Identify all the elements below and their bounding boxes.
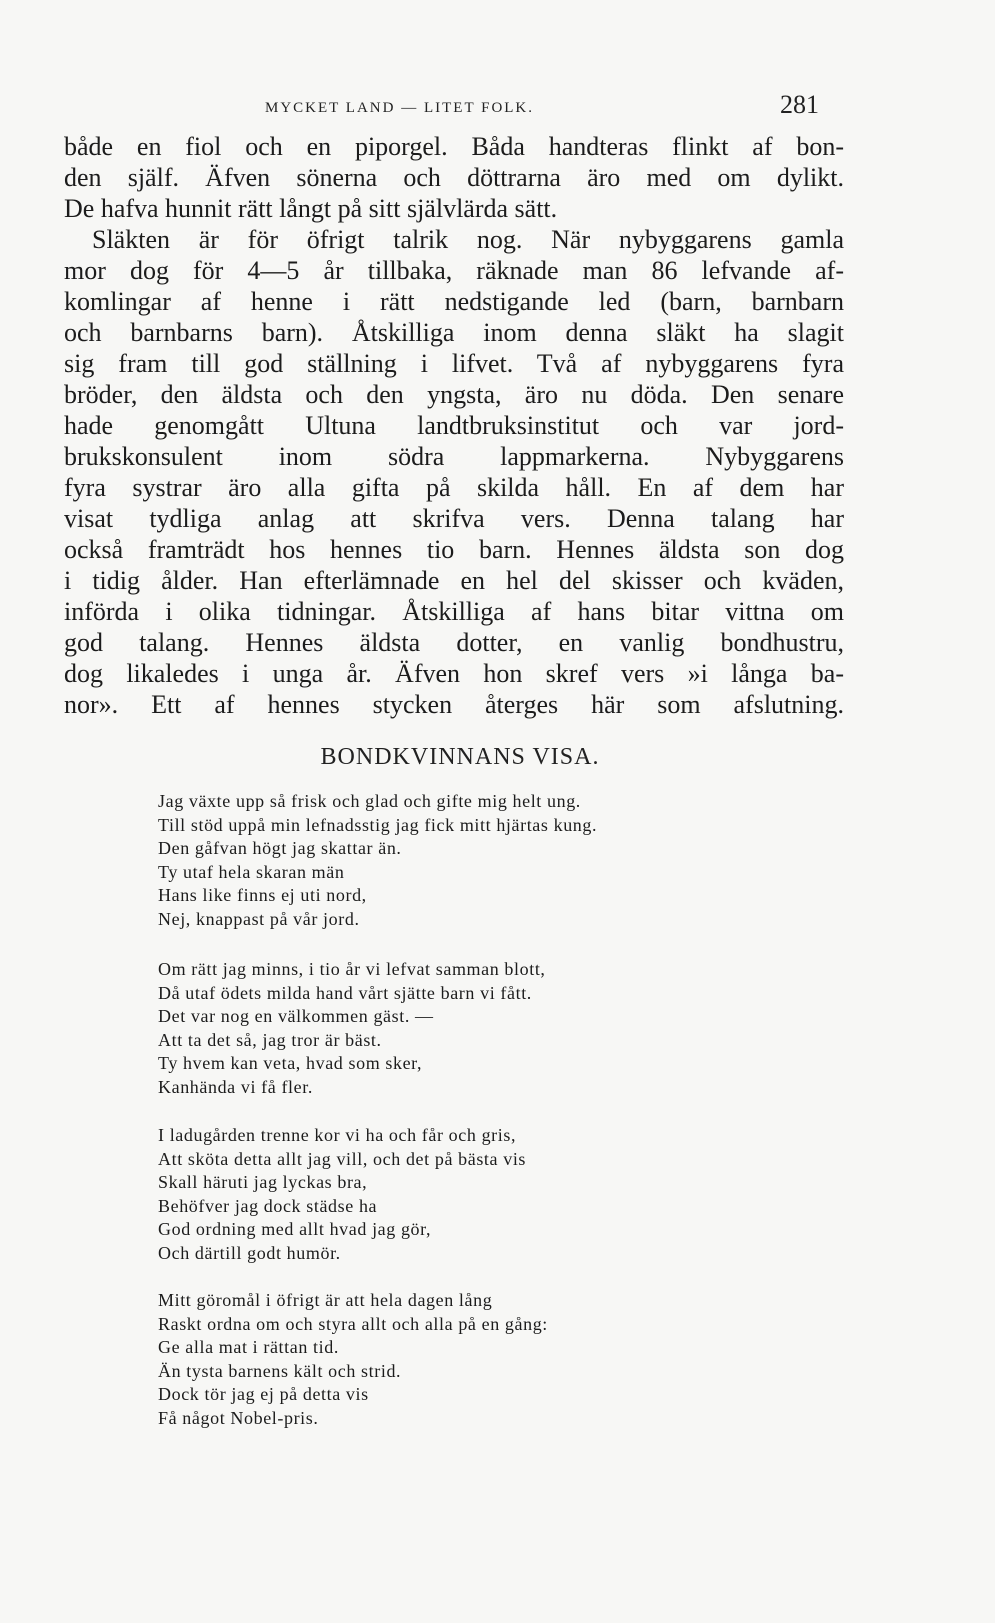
poem-stanza (158, 958, 778, 1099)
prose-line: och barnbarns barn). Åtskilliga inom denna släkt ha slagit (64, 318, 844, 347)
prose-line: Släkten är för öfrigt talrik nog. När nybyggarens gamla (92, 225, 844, 254)
poem-line: Till stöd uppå min lefnadsstig jag fick mitt hjärtas kung. (158, 814, 598, 835)
prose-line: komlingar af henne i rätt nedstigande led (barn, barnbarn (64, 287, 844, 316)
page-number: 281 (780, 90, 819, 119)
poem-line: Att sköta detta allt jag vill, och det på bästa vis (158, 1148, 527, 1169)
poem-line: Kanhända vi få fler. (158, 1076, 313, 1097)
poem-line: Då utaf ödets milda hand vårt sjätte barn vi fått. (158, 982, 532, 1003)
poem-line: Dock tör jag ej på detta vis (158, 1384, 369, 1404)
poem-line: Och därtill godt humör. (158, 1242, 341, 1263)
prose-line: den själf. Äfven sönerna och döttrarna äro med om dylikt. (64, 163, 844, 192)
prose-line: bröder, den äldsta och den yngsta, äro nu döda. Den senare (64, 380, 844, 409)
poem-line: Om rätt jag minns, i tio år vi lefvat samman blott, (158, 959, 546, 979)
prose-line: hade genomgått Ultuna landtbruksinstitut och var jord- (64, 411, 844, 440)
poem-title: BONDKVINNANS VISA. (320, 744, 600, 770)
prose-line: brukskonsulent inom södra lappmarkerna. Nybyggarens (64, 442, 844, 471)
prose-line: nor». Ett af hennes stycken återges här som afslutning. (64, 690, 844, 719)
poem-line: Jag växte upp så frisk och glad och gifte mig helt ung. (158, 791, 581, 811)
prose-line: dog likaledes i unga år. Äfven hon skref vers »i långa ba- (64, 659, 844, 688)
prose-line: mor dog för 4—5 år tillbaka, räknade man 86 lefvande af- (64, 256, 844, 285)
poem-stanza (158, 790, 778, 931)
prose-line: god talang. Hennes äldsta dotter, en vanlig bondhustru, (64, 628, 844, 657)
poem-line: Ty hvem kan veta, hvad som sker, (158, 1053, 423, 1073)
poem-stanza (158, 1289, 778, 1430)
poem-line: Hans like finns ej uti nord, (158, 885, 367, 905)
prose-line: i tidig ålder. Han efterlämnade en hel del skisser och kväden, (64, 566, 844, 595)
poem-line: Än tysta barnens kält och strid. (158, 1360, 402, 1381)
prose-line: också framträdt hos hennes tio barn. Hennes äldsta son dog (64, 535, 844, 564)
poem-line: Ge alla mat i rättan tid. (158, 1337, 339, 1357)
poem-line: Behöfver jag dock städse ha (158, 1195, 378, 1216)
running-title: MYCKET LAND — LITET FOLK. (265, 100, 535, 116)
poem-line: Skall häruti jag lyckas bra, (158, 1172, 368, 1192)
poem-line: Att ta det så, jag tror är bäst. (158, 1029, 382, 1050)
poem-line: I ladugården trenne kor vi ha och får och gris, (158, 1125, 517, 1145)
poem-line: Mitt göromål i öfrigt är att hela dagen lång (158, 1290, 493, 1310)
poem-line: Den gåfvan högt jag skattar än. (158, 838, 402, 858)
prose-line: införda i olika tidningar. Åtskilliga af hans bitar vittna om (64, 597, 844, 626)
poem-line: Raskt ordna om och styra allt och alla på en gång: (158, 1313, 548, 1334)
poem-stanza (158, 1124, 778, 1265)
poem-line: Få något Nobel-pris. (158, 1407, 319, 1428)
prose-line: De hafva hunnit rätt långt på sitt självlärda sätt. (64, 194, 558, 223)
poem-line: Det var nog en välkommen gäst. — (158, 1006, 434, 1026)
body-paragraph (64, 131, 844, 720)
prose-line: visat tydliga anlag att skrifva vers. Denna talang har (64, 504, 844, 533)
prose-line: både en fiol och en piporgel. Båda handteras flinkt af bon- (64, 132, 844, 161)
prose-line: sig fram till god ställning i lifvet. Två af nybyggarens fyra (64, 349, 844, 378)
prose-line: fyra systrar äro alla gifta på skilda håll. En af dem har (64, 473, 844, 502)
poem-line: Nej, knappast på vår jord. (158, 908, 360, 929)
poem-line: Ty utaf hela skaran män (158, 861, 345, 882)
poem-line: God ordning med allt hvad jag gör, (158, 1219, 432, 1239)
